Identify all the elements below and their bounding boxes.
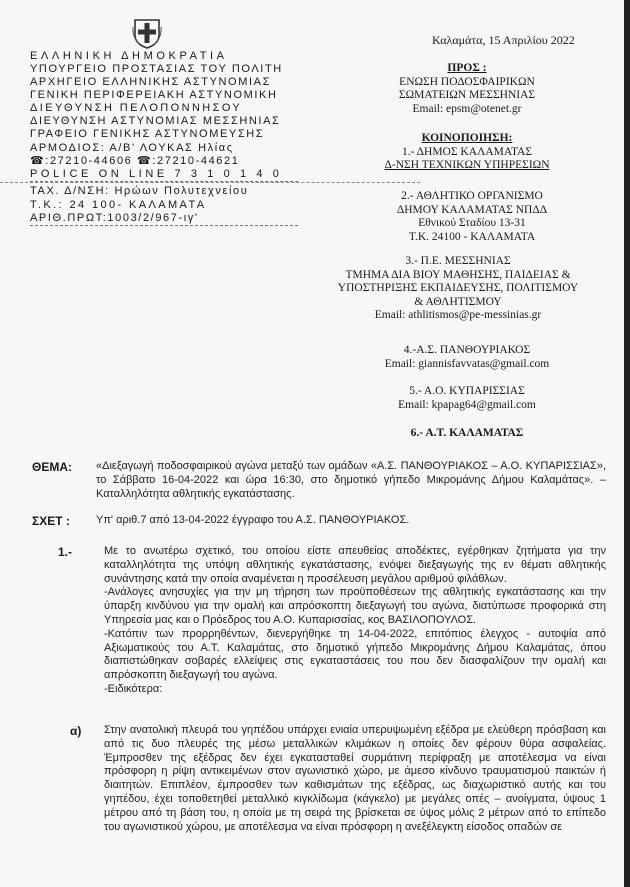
paragraph: -Ειδικότερα: bbox=[104, 682, 163, 695]
reference-label: ΣΧΕΤ : bbox=[32, 514, 70, 528]
cc-3-line: 3.- Π.Ε. ΜΕΣΣΗΝΙΑΣ bbox=[405, 255, 511, 267]
subject-text: «Διεξαγωγή ποδοσφαιρικού αγώνα μεταξύ των ομάδων «Α.Σ. ΠΑΝΘΟΥΡΙΑΚΟΣ – Α.Ο. ΚΥΠΑΡΙΣΣΙΑΣ», το Σάββατο 16-04-2022 και ώρα 16:30, στο δημοτικό γήπεδο Μικρομάνης Δήμου Καλαμάτας». – Καταλληλότητα αθλητικής εγκατάστασης. bbox=[96, 460, 606, 500]
header-line: ΑΡΧΗΓΕΙΟ ΕΛΛΗΝΙΚΗΣ ΑΣΤΥΝΟΜΙΑΣ bbox=[30, 76, 271, 88]
cc-2-line: Τ.Κ. 24100 - ΚΑΛΑΜΑΤΑ bbox=[408, 230, 536, 243]
to-line: ΕΝΩΣΗ ΠΟΔΟΣΦΑΙΡΙΚΩΝ bbox=[399, 75, 535, 88]
to-line: ΣΩΜΑΤΕΙΩΝ ΜΕΣΣΗΝΙΑΣ bbox=[398, 89, 536, 102]
cc-2-line: 2.- ΑΘΛΗΤΙΚΟ ΟΡΓΑΝΙΣΜΟ bbox=[401, 190, 543, 202]
police-online-line: POLICE ON LINE 7 3 1 0 1 4 0 bbox=[30, 168, 298, 182]
cc-5-email: Email: kpapag64@gmail.com bbox=[398, 398, 536, 411]
cc-3-line: & ΑΘΛΗΤΙΣΜΟΥ bbox=[414, 295, 502, 308]
postcode-line: Τ.Κ.: 24 100- ΚΑΛΑΜΑΤΑ bbox=[30, 199, 207, 211]
cc-3-line: ΥΠΟΣΤΗΡΙΞΗΣ ΕΚΠΑΙΔΕΥΣΗΣ, ΠΟΛΙΤΙΣΜΟΥ bbox=[337, 282, 579, 295]
paragraph: -Κατόπιν των προρρηθέντων, διενεργήθηκε τη 14-04-2022, επιτόπιος έλεγχος - αυτοψία από Αξιωματικούς του Α.Τ. Καλαμάτας, στο δημοτικό γήπεδο Μικρομάνης Δήμου Καλαμάτας, όπου διαπιστώθηκαν σοβαρές ελλείψεις στις εγκαταστάσεις του που δεν διασφαλίζουν την ομαλή και απρόσκοπτη διεξαγωγή του αγώνα. bbox=[104, 627, 606, 682]
header-line: ΕΛΛΗΝΙΚΗ ΔΗΜΟΚΡΑΤΙΑ bbox=[30, 50, 228, 62]
header-line: ΥΠΟΥΡΓΕΙΟ ΠΡΟΣΤΑΣΙΑΣ ΤΟΥ ΠΟΛΙΤΗ bbox=[30, 63, 283, 75]
cc-6-line: 6.- Α.Τ. ΚΑΛΑΜΑΤΑΣ bbox=[410, 427, 524, 439]
item-label: α) bbox=[70, 724, 82, 738]
coat-of-arms-icon bbox=[132, 17, 162, 49]
reference-text: Υπ' αριθ.7 από 13-04-2022 έγγραφο του Α.Σ. ΠΑΝΘΟΥΡΙΑΚΟΣ. bbox=[96, 514, 410, 526]
cc-3-line: ΤΜΗΜΑ ΔΙΑ ΒΙΟΥ ΜΑΘΗΣΗΣ, ΠΑΙΔΕΙΑΣ & bbox=[345, 268, 571, 281]
section-number: 1.- bbox=[58, 545, 73, 559]
cc-heading: ΚΟΙΝΟΠΟΙΗΣΗ: bbox=[421, 132, 513, 144]
cc-1-line: 1.- ΔΗΜΟΣ ΚΑΛΑΜΑΤΑΣ bbox=[401, 145, 533, 158]
subject-label: ΘΕΜΑ: bbox=[32, 460, 72, 474]
header-line: ΔΙΕΥΘΥΝΣΗ ΠΕΛΟΠΟΝΝΗΣΟΥ bbox=[30, 102, 243, 114]
header-line: ΔΙΕΥΘΥΝΣΗ ΑΣΤΥΝΟΜΙΑΣ ΜΕΣΣΗΝΙΑΣ bbox=[30, 115, 281, 127]
protocol-number: ΑΡΙΘ.ΠΡΩΤ:1003/2/967-ιγ' bbox=[30, 212, 298, 226]
header-line: ΓΡΑΦΕΙΟ ΓΕΝΙΚΗΣ ΑΣΤΥΝΟΜΕΥΣΗΣ bbox=[30, 128, 265, 140]
paragraph: Με το ανωτέρω σχετικό, του οποίου είστε απευθείας αποδέκτες, εγέρθηκαν ζητήματα για την καταλληλότητα της υπόψη αθλητικής εγκατάστασης, ενόψει διεξαγωγής της εν θέματι αθλητικής συνάντησης κατά την οποία αναμένεται η προσέλευση μεγάλου αριθμού φιλάθλων. bbox=[104, 545, 606, 585]
document-date: Καλαμάτα, 15 Απριλίου 2022 bbox=[432, 33, 575, 47]
to-email: Email: epsm@otenet.gr bbox=[412, 102, 522, 115]
cc-4-email: Email: giannisfavvatas@gmail.com bbox=[384, 357, 550, 370]
divider bbox=[0, 182, 420, 183]
cc-5-line: 5.- Α.Ο. ΚΥΠΑΡΙΣΣΙΑΣ bbox=[409, 385, 525, 397]
phone-line: ☎:27210-44606 ☎:27210-44621 bbox=[30, 155, 240, 167]
paragraph: -Ανάλογες ανησυχίες για την μη τήρηση των προϋποθέσεων της αθλητικής εγκατάστασης και την ύπαρξη κινδύνου για την ομαλή και απρόσκοπτη διεξαγωγή του αγώνα, διατύπωσε προφορικά στη Υπηρεσία μας και ο Πρόεδρος του Α.Ο. Κυπαρισσίας, κος ΒΑΣΙΛΟΠΟΥΛΟΣ. bbox=[104, 586, 606, 626]
cc-1-line: Δ-ΝΣΗ ΤΕΧΝΙΚΩΝ ΥΠΗΡΕΣΙΩΝ bbox=[384, 159, 550, 172]
section-body bbox=[104, 545, 606, 697]
address-line: ΤΑΧ. Δ/ΝΣΗ: Ηρώων Πολυτεχνείου bbox=[30, 185, 249, 197]
header-line: ΑΡΜΟΔΙΟΣ: Α/Β' ΛΟΥΚΑΣ Ηλίας bbox=[30, 142, 234, 154]
item-text: Στην ανατολική πλευρά του γηπέδου υπάρχει ενιαία υπερυψωμένη εξέδρα με ελεύθερη πρόσβαση και από τις δυο πλευρές της μέσω μεταλλικών κλιμάκων η οποίες δεν φέρουν θύρα ασφαλείας. Έμπροσθεν της εξέδρας δεν έχει εγκατασταθεί συρμάτινη περίφραξη με αποτέλεσμα να είναι πρόσφορη η ρίψη αντικειμένων στον αγωνιστικό χώρο, με άμεσο κίνδυνο τραυματισμού παικτών ή διαιτητών. Επιπλέον, έμπροσθεν των καθισμάτων της εξέδρας, ως διαχωριστικό αυτής και του γηπέδου, έχει τοποθετηθεί μεταλλικό κιγκλίδωμα (κάγκελο) με μεγάλες οπές – ανοίγματα, ύψους 1 μέτρου από τη βάση του, η οποία με τη σειρά της βρίσκεται σε ύψος μόλις 2 μέτρων από το επίπεδο του αγωνιστικού χώρου, με αποτέλεσμα να είναι πρόσφορη η ανεξέλεγκτη είσοδος οπαδών σε bbox=[104, 724, 606, 833]
cc-2-line: ΔΗΜΟΥ ΚΑΛΑΜΑΤΑΣ ΝΠΔΔ bbox=[396, 203, 548, 216]
cc-4-line: 4.-Α.Σ. ΠΑΝΘΟΥΡΙΑΚΟΣ bbox=[403, 344, 531, 356]
to-heading: ΠΡΟΣ : bbox=[447, 62, 487, 74]
header-line: ΓΕΝΙΚΗ ΠΕΡΙΦΕΡΕΙΑΚΗ ΑΣΤΥΝΟΜΙΚΗ bbox=[30, 89, 278, 101]
cc-2-line: Εθνικού Σταδίου 13-31 bbox=[418, 217, 526, 230]
cc-3-email: Email: athlitismos@pe-messinias.gr bbox=[374, 309, 542, 322]
scan-edge bbox=[624, 0, 630, 887]
